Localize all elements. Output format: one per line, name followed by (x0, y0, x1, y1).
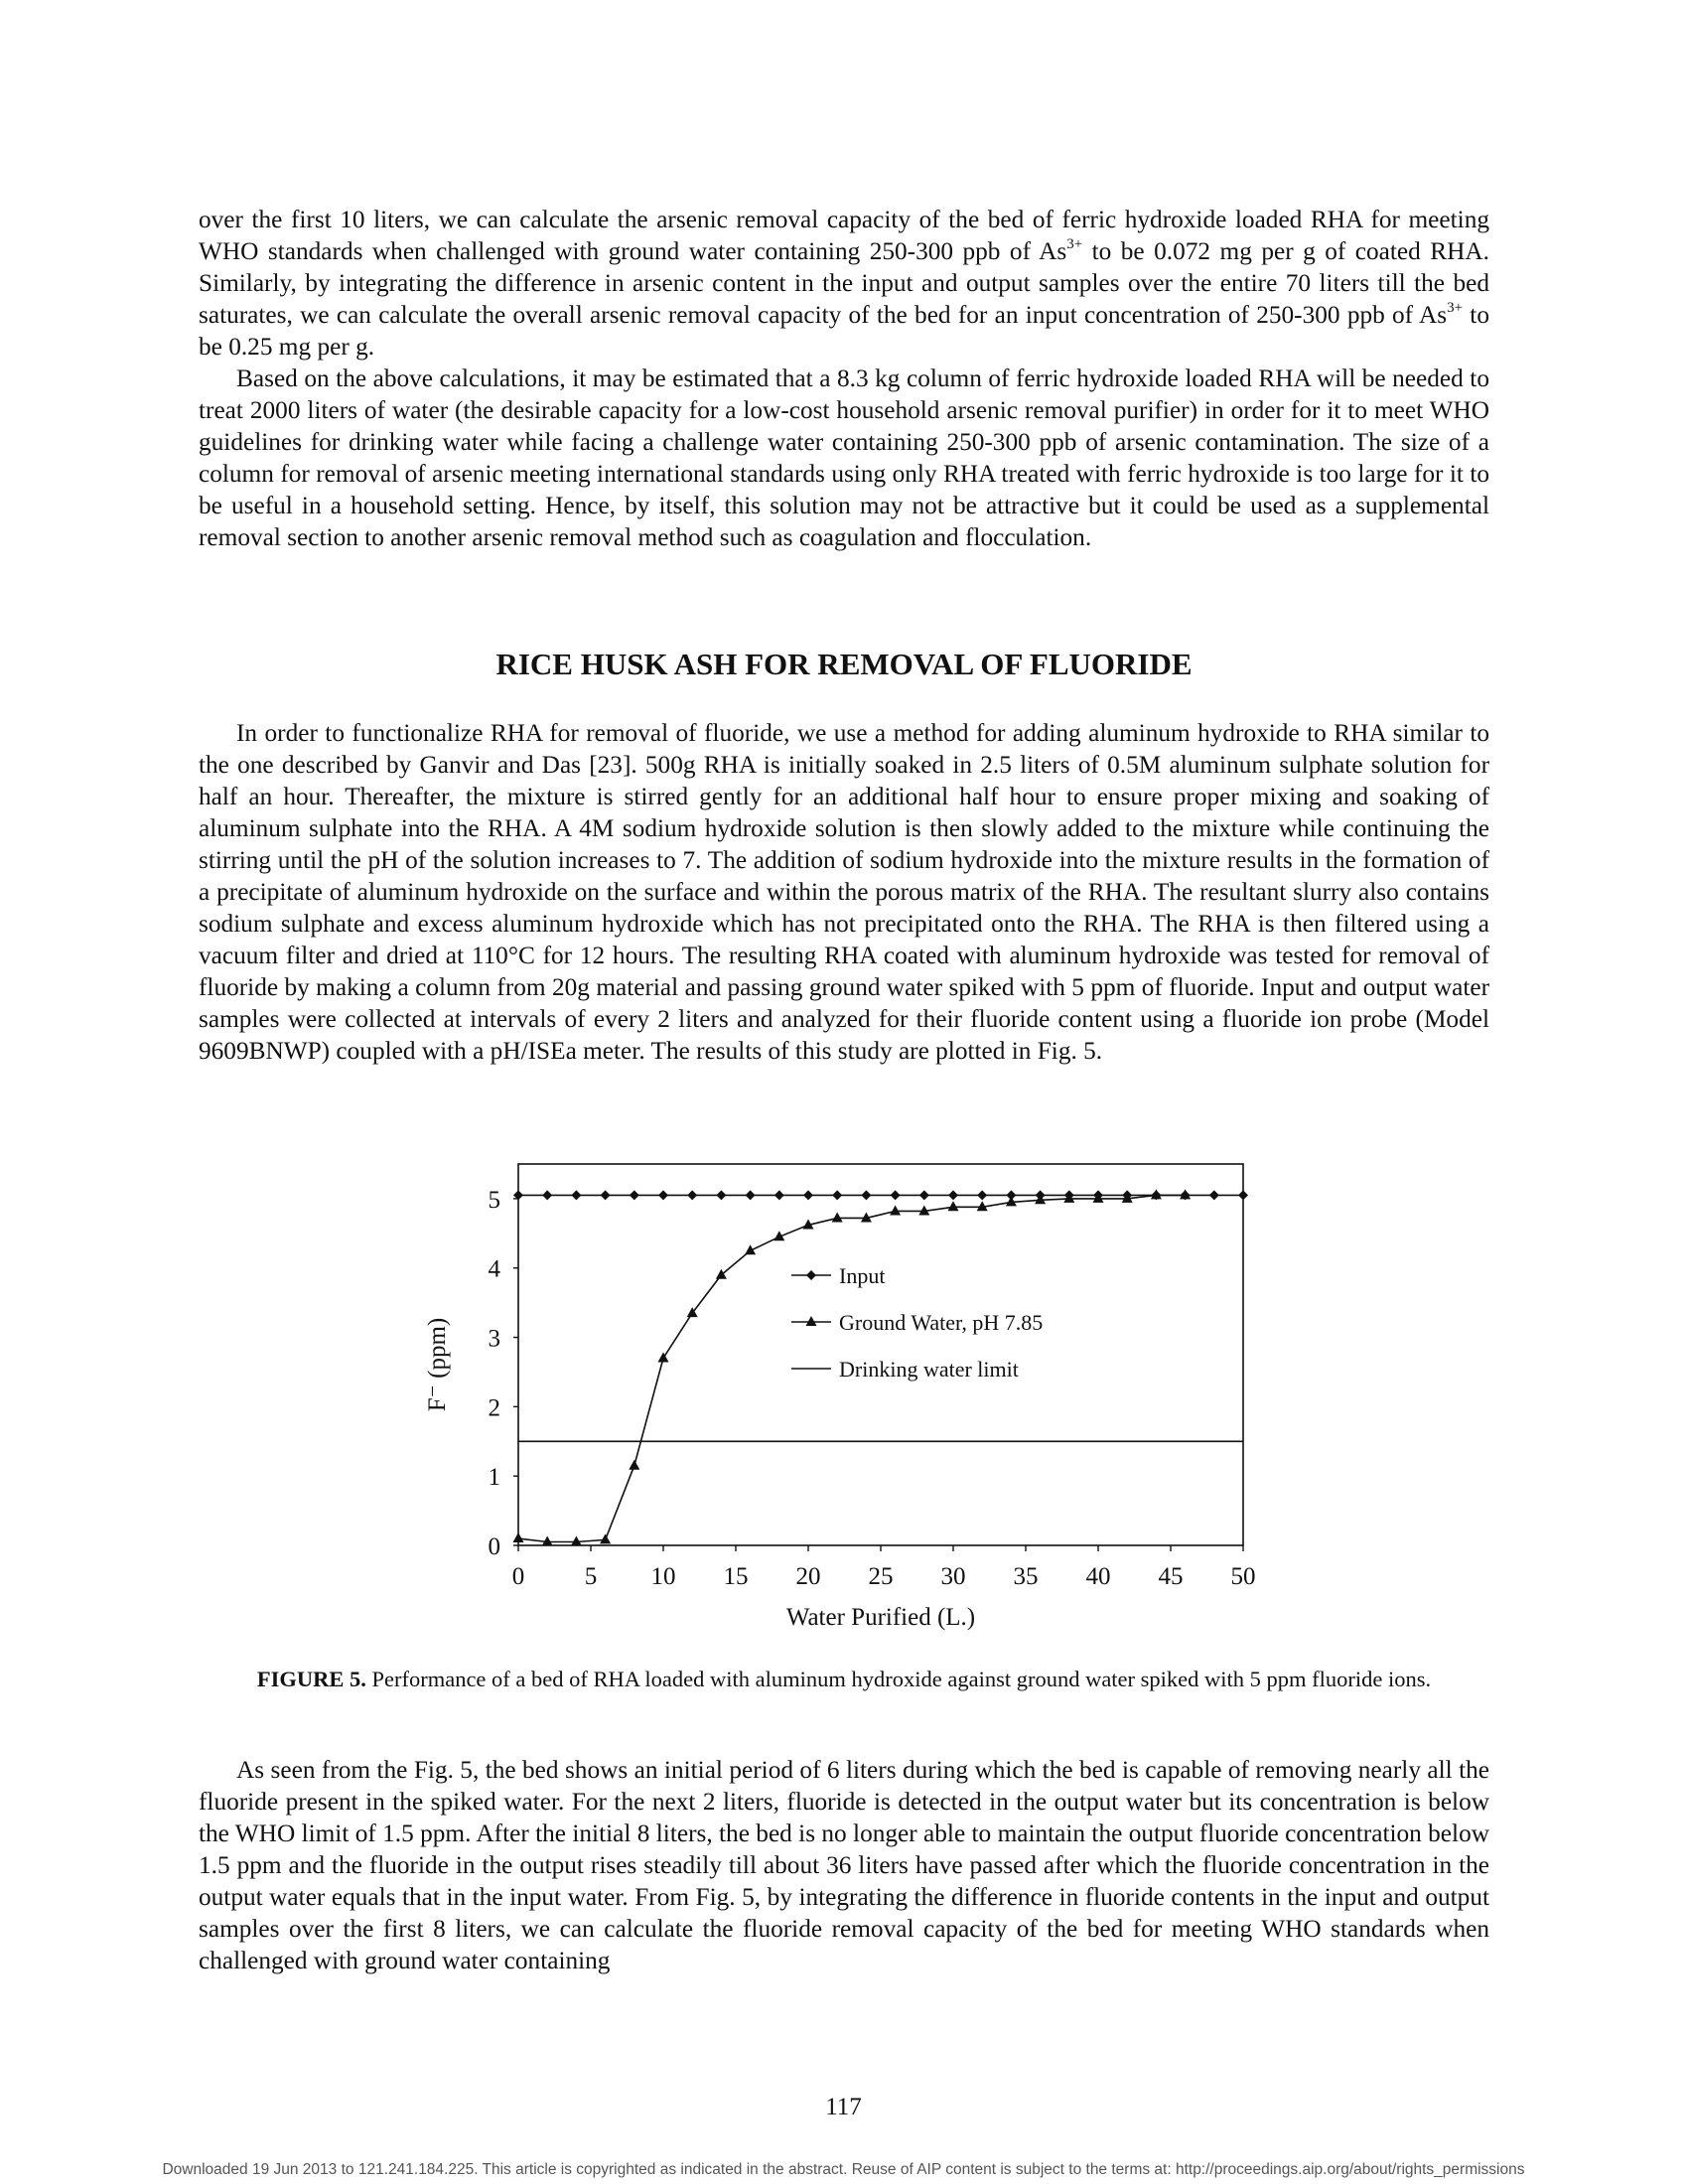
data-point-diamond (832, 1190, 842, 1200)
legend-label-0: Input (839, 1263, 886, 1288)
data-point-diamond (687, 1190, 697, 1200)
y-tick-label: 4 (488, 1255, 500, 1283)
paragraph-fluoride-method (199, 717, 1489, 1067)
x-tick-label: 15 (723, 1563, 749, 1590)
y-tick-label: 2 (488, 1394, 500, 1422)
y-tick-label: 1 (488, 1464, 500, 1492)
data-point-triangle (513, 1532, 524, 1542)
figure-label: FIGURE 5. (256, 1667, 366, 1691)
y-axis-label: F⁻ (ppm) (424, 1317, 451, 1412)
y-tick-label: 5 (488, 1186, 500, 1214)
data-point-triangle (600, 1533, 611, 1543)
data-point-triangle (832, 1212, 843, 1222)
data-point-diamond (891, 1190, 901, 1200)
paragraph-results (199, 1754, 1489, 1976)
plot-frame (518, 1164, 1243, 1545)
y-tick-label: 3 (488, 1325, 500, 1353)
data-point-diamond (977, 1190, 987, 1200)
legend-label-1: Ground Water, pH 7.85 (839, 1310, 1044, 1335)
figure-caption (199, 1666, 1489, 1693)
figure-5 (407, 1142, 1281, 1639)
data-point-triangle (890, 1205, 901, 1215)
data-point-diamond (806, 1270, 816, 1280)
data-point-diamond (746, 1190, 756, 1200)
data-point-diamond (1209, 1190, 1219, 1200)
paragraph-fluoride-method-text: In order to functionalize RHA for removal of fluoride, we use a method for adding aluminum hydroxide to RHA similar to the one described by Ganvir and Das [23]. 500g RHA is initially soaked in 2.5 liters of 0.5M aluminum sulphate solution for half an hour. Thereafter, the mixture is stirred gently for an additional half hour to ensure proper mixing and soaking of aluminum sulphate into the RHA. A 4M sodium hydroxide solution is then slowly added to the mixture while continuing the stirring until the pH of the solution increases to 7. The addition of sodium hydroxide into the mixture results in the formation of a precipitate of aluminum hydroxide on the surface and within the porous matrix of the RHA. The resultant slurry also contains sodium sulphate and excess aluminum hydroxide which has not precipitated onto the RHA. The RHA is then filtered using a vacuum filter and dried at 110°C for 12 hours. The resulting RHA coated with aluminum hydroxide was tested for removal of fluoride by making a column from 20g material and passing ground water spiked with 5 ppm of fluoride. Input and output water samples were collected at intervals of every 2 liters and analyzed for their fluoride content using a fluoride ion probe (Model 9609BNWP) coupled with a pH/ISEa meter. The results of this study are plotted in Fig. 5. (199, 719, 1489, 1065)
x-tick-label: 0 (511, 1563, 525, 1590)
paragraph-arsenic-capacity: over the first 10 liters, we can calculate the arsenic removal capacity of the bed of ferric hydroxide loaded RHA for meeting WHO standards when challenged with ground water containing 250-300 ppb of $As^{3+}$ to be 0.072 mg per g of coated RHA. Similarly, by integrating the difference in arsenic content in the input and output samples over the entire 70 liters till the bed saturates, we can calculate the overall arsenic removal capacity of the bed for an input concentration of 250-300 ppb of $As^{3+}$ to be 0.25 mg per g. (199, 206, 1489, 361)
x-tick-label: 50 (1230, 1563, 1256, 1590)
fluoride-chart (407, 1142, 1281, 1639)
data-point-diamond (919, 1190, 929, 1200)
x-tick-label: 45 (1158, 1563, 1184, 1590)
section-heading: RICE HUSK ASH FOR REMOVAL OF FLUORIDE (495, 647, 1193, 681)
body-text-top (199, 204, 1489, 553)
x-tick-label: 30 (940, 1563, 966, 1590)
data-point-diamond (803, 1190, 813, 1200)
paragraph-column-estimate: Based on the above calculations, it may be estimated that a 8.3 kg column of ferric hydroxide loaded RHA will be needed to treat 2000 liters of water (the desirable capacity for a low-cost household arsenic removal purifier) in order for it to meet WHO guidelines for drinking water while facing a challenge water containing 250-300 ppb of arsenic contamination. The size of a column for removal of arsenic meeting international standards using only RHA treated with ferric hydroxide is too large for it to be useful in a household setting. Hence, by itself, this solution may not be attractive but it could be used as a supplemental removal section to another arsenic removal method such as coagulation and flocculation. (199, 364, 1489, 551)
paragraph-results-text: As seen from the Fig. 5, the bed shows an initial period of 6 liters during which the bed is capable of removing nearly all the fluoride present in the spiked water. For the next 2 liters, fluoride is detected in the output water but its concentration is below the WHO limit of 1.5 ppm. After the initial 8 liters, the bed is no longer able to maintain the output fluoride concentration below 1.5 ppm and the fluoride in the output rises steadily till about 36 liters have passed after which the fluoride concentration in the output water equals that in the input water. From Fig. 5, by integrating the difference in fluoride contents in the input and output samples over the first 8 liters, we can calculate the fluoride removal capacity of the bed for meeting WHO standards when challenged with ground water containing (199, 1756, 1489, 1974)
data-point-diamond (658, 1190, 668, 1200)
data-point-diamond (571, 1190, 581, 1200)
x-tick-label: 20 (795, 1563, 821, 1590)
x-tick-label: 35 (1013, 1563, 1039, 1590)
y-tick-label: 0 (488, 1533, 500, 1560)
data-point-diamond (948, 1190, 958, 1200)
data-point-diamond (542, 1190, 552, 1200)
x-axis-label: Water Purified (L.) (785, 1604, 976, 1631)
data-point-diamond (716, 1190, 726, 1200)
data-point-diamond (601, 1190, 611, 1200)
data-point-triangle (806, 1316, 817, 1326)
page-number: 117 (825, 2094, 862, 2120)
data-point-triangle (629, 1460, 639, 1470)
legend-label-2: Drinking water limit (839, 1357, 1019, 1382)
x-tick-label: 40 (1085, 1563, 1111, 1590)
figure-caption-text: Performance of a bed of RHA loaded with aluminum hydroxide against ground water spiked with 5 ppm fluoride ions. (365, 1667, 1432, 1691)
data-point-diamond (630, 1190, 639, 1200)
data-point-diamond (774, 1190, 784, 1200)
x-tick-label: 10 (650, 1563, 676, 1590)
x-tick-label: 25 (868, 1563, 894, 1590)
x-tick-label: 5 (584, 1563, 598, 1590)
data-point-diamond (1238, 1190, 1248, 1200)
data-point-triangle (948, 1201, 959, 1211)
download-footer: Downloaded 19 Jun 2013 to 121.241.184.225. This article is copyrighted as indicated in the abstract. Reuse of AIP content is subject to the terms at: http://proceedings.aip.org/about/rights_permissions (162, 2161, 1525, 2178)
data-point-triangle (716, 1269, 727, 1279)
data-point-triangle (658, 1352, 669, 1362)
data-point-diamond (861, 1190, 871, 1200)
